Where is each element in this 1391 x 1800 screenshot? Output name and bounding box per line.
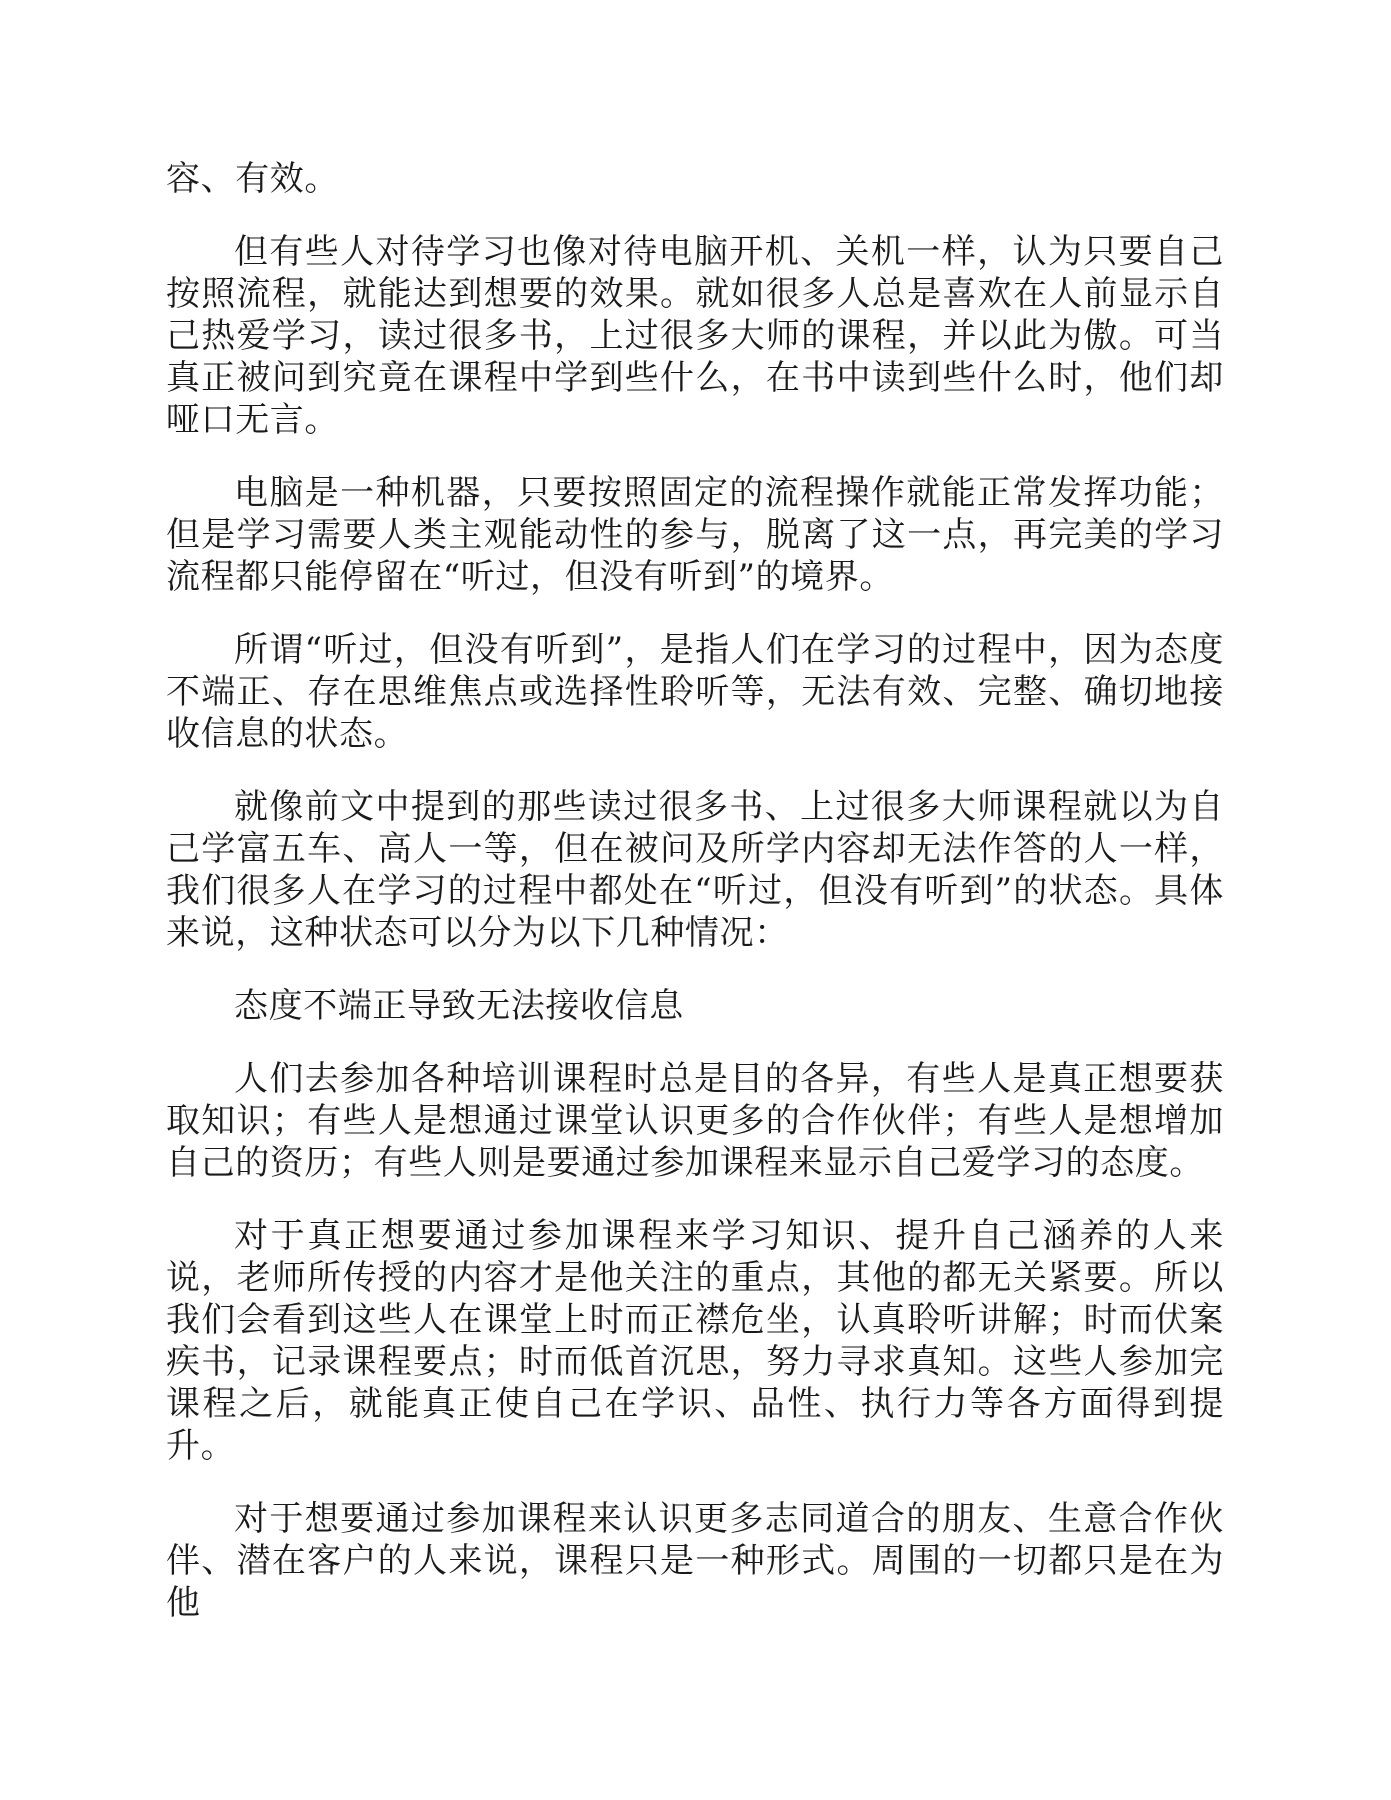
paragraph: 对于真正想要通过参加课程来学习知识、提升自己涵养的人来说，老师所传授的内容才是他关注的重点，其他的都无关紧要。所以我们会看到这些人在课堂上时而正襟危坐，认真聆听讲解；时而伏案疾书，记录课程要点；时而低首沉思，努力寻求真知。这些人参加完课程之后，就能真正使自己在学识、品性、执行力等各方面得到提升。 (166, 1216, 1224, 1466)
paragraph: 所谓“听过，但没有听到”，是指人们在学习的过程中，因为态度不端正、存在思维焦点或选择性聆听等，无法有效、完整、确切地接收信息的状态。 (166, 630, 1224, 754)
paragraph: 就像前文中提到的那些读过很多书、上过很多大师课程就以为自己学富五车、高人一等，但在被问及所学内容却无法作答的人一样，我们很多人在学习的过程中都处在“听过，但没有听到”的状态。具体来说，这种状态可以分为以下几种情况： (166, 787, 1224, 953)
paragraph: 人们去参加各种培训课程时总是目的各异，有些人是真正想要获取知识；有些人是想通过课堂认识更多的合作伙伴；有些人是想增加自己的资历；有些人则是要通过参加课程来显示自己爱学习的态度。 (166, 1059, 1224, 1183)
document-page (166, 158, 1224, 1655)
paragraph: 但有些人对待学习也像对待电脑开机、关机一样，认为只要自己按照流程，就能达到想要的效果。就如很多人总是喜欢在人前显示自己热爱学习，读过很多书，上过很多大师的课程，并以此为傲。可当真正被问到究竟在课程中学到些什么，在书中读到些什么时，他们却哑口无言。 (166, 232, 1224, 440)
section-heading: 态度不端正导致无法接收信息 (234, 986, 684, 1026)
paragraph-continuation: 容、有效。 (166, 159, 339, 199)
paragraph: 电脑是一种机器，只要按照固定的流程操作就能正常发挥功能；但是学习需要人类主观能动性的参与，脱离了这一点，再完美的学习流程都只能停留在“听过，但没有听到”的境界。 (166, 473, 1224, 597)
paragraph: 对于想要通过参加课程来认识更多志同道合的朋友、生意合作伙伴、潜在客户的人来说，课程只是一种形式。周围的一切都只是在为他 (166, 1499, 1224, 1623)
